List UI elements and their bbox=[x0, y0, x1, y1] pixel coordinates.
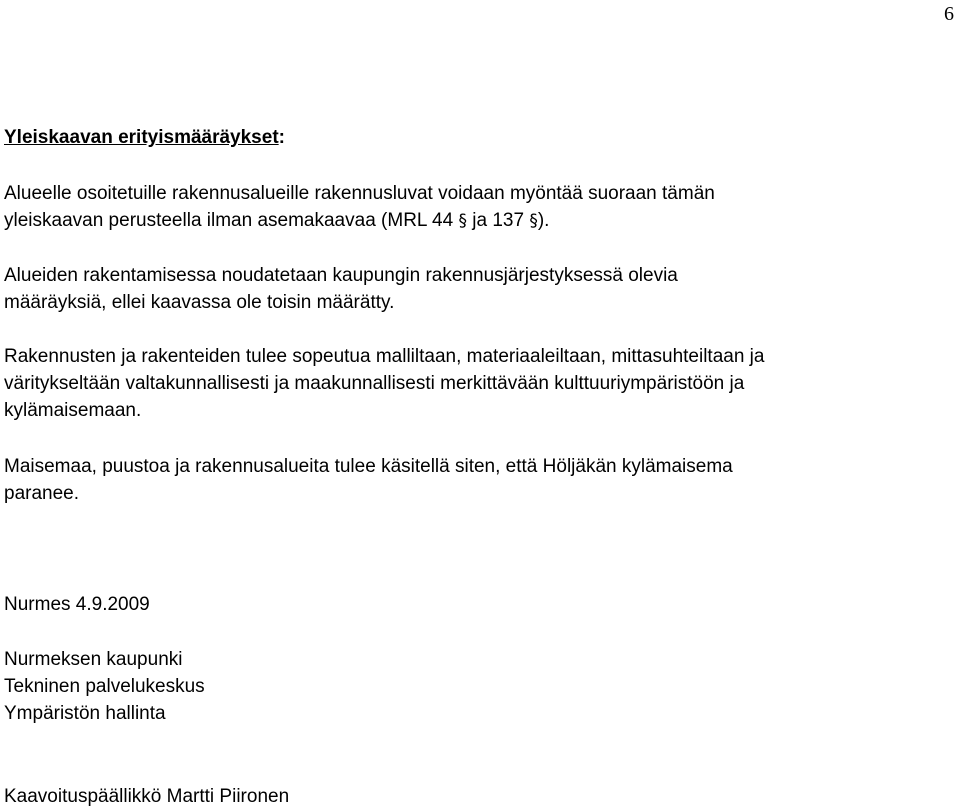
paragraph-line: paranee. bbox=[4, 483, 80, 504]
paragraph-line: Maisemaa, puustoa ja rakennusalueita tulee käsitellä siten, että Höljäkän kylämaisema bbox=[4, 456, 733, 477]
paragraph-building-permits bbox=[4, 180, 959, 235]
paragraph-landscape bbox=[4, 453, 959, 507]
section-heading-text: Yleiskaavan erityismääräykset bbox=[4, 127, 279, 148]
org-department: Tekninen palvelukeskus bbox=[4, 676, 205, 697]
org-name: Nurmeksen kaupunki bbox=[4, 649, 183, 670]
paragraph-line: Alueiden rakentamisessa noudatetaan kaupungin rakennusjärjestyksessä olevia bbox=[4, 265, 678, 286]
paragraph-text: ja 137 bbox=[466, 210, 530, 231]
paragraph-building-regulations bbox=[4, 262, 959, 316]
section-heading-colon: : bbox=[278, 127, 285, 148]
paragraph-text: ). bbox=[537, 210, 550, 231]
signer-name: Kaavoituspäällikkö Martti Piironen bbox=[4, 786, 290, 807]
paragraph-line: määräyksiä, ellei kaavassa ole toisin määrätty. bbox=[4, 292, 395, 313]
paragraph-line bbox=[4, 207, 959, 235]
paragraph-line: kylämaisemaan. bbox=[4, 400, 142, 421]
paragraph-line: Rakennusten ja rakenteiden tulee sopeutua malliltaan, materiaaleiltaan, mittasuhteiltaan ja bbox=[4, 346, 765, 367]
place-date: Nurmes 4.9.2009 bbox=[4, 594, 150, 615]
page-number: 6 bbox=[944, 3, 954, 25]
paragraph-line: väritykseltään valtakunnallisesti ja maakunnallisesti merkittävään kulttuuriympäristöön ja bbox=[4, 373, 745, 394]
paragraph-line: Alueelle osoitetuille rakennusalueille rakennusluvat voidaan myöntää suoraan tämän bbox=[4, 183, 715, 204]
org-unit: Ympäristön hallinta bbox=[4, 703, 166, 724]
paragraph-cultural-environment bbox=[4, 343, 959, 424]
section-sign: § bbox=[458, 211, 467, 231]
section-heading bbox=[4, 124, 285, 151]
paragraph-text: yleiskaavan perusteella ilman asemakaavaa (MRL 44 bbox=[4, 210, 459, 231]
section-sign: § bbox=[529, 211, 538, 231]
